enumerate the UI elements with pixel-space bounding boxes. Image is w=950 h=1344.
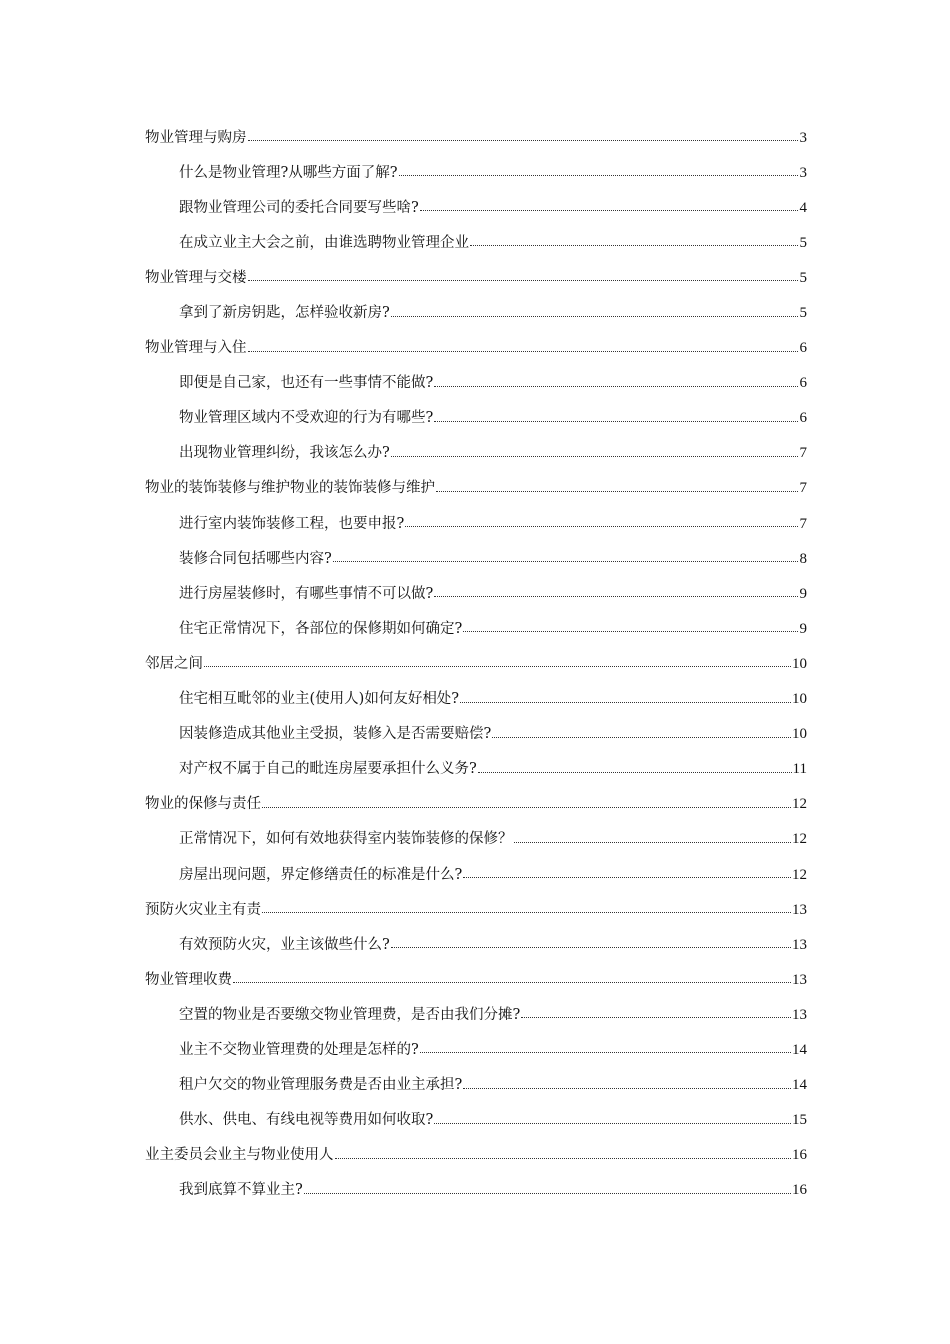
toc-entry-title: 物业的装饰装修与维护物业的装饰装修与维护 (145, 480, 435, 497)
toc-section-entry[interactable] (179, 857, 807, 892)
toc-dot-leader (204, 666, 791, 667)
toc-chapter-entry[interactable] (145, 892, 807, 927)
toc-section-entry[interactable] (179, 682, 807, 717)
toc-chapter-entry[interactable] (145, 1138, 807, 1173)
toc-page-number: 7 (799, 515, 807, 532)
toc-page-number: 9 (799, 620, 807, 637)
toc-page-number: 11 (792, 761, 807, 778)
toc-page-number: 10 (792, 726, 807, 743)
toc-section-entry[interactable] (179, 401, 807, 436)
toc-dot-leader (391, 316, 798, 317)
toc-page-number: 12 (792, 831, 807, 848)
toc-chapter-entry[interactable] (145, 962, 807, 997)
toc-page-number: 13 (792, 971, 807, 988)
toc-dot-leader (248, 280, 799, 281)
toc-entry-title: 房屋出现问题，界定修缮责任的标准是什么? (179, 866, 463, 883)
toc-entry-title: 有效预防火灾，业主该做些什么? (179, 936, 390, 953)
toc-page-number: 5 (799, 234, 807, 251)
toc-section-entry[interactable] (179, 717, 807, 752)
toc-entry-title: 拿到了新房钥匙，怎样验收新房? (179, 305, 390, 322)
toc-page-number: 10 (792, 655, 807, 672)
toc-section-entry[interactable] (179, 190, 807, 225)
toc-entry-title: 租户欠交的物业管理服务费是否由业主承担? (179, 1077, 463, 1094)
toc-section-entry[interactable] (179, 506, 807, 541)
toc-entry-title: 在成立业主大会之前，由谁选聘物业管理企业 (179, 234, 469, 251)
toc-dot-leader (248, 140, 799, 141)
toc-entry-title: 进行房屋装修时，有哪些事情不可以做? (179, 585, 434, 602)
toc-page-number: 14 (792, 1077, 807, 1094)
toc-entry-title: 什么是物业管理?从哪些方面了解? (179, 164, 398, 181)
toc-page-number: 13 (792, 936, 807, 953)
toc-dot-leader (436, 491, 798, 492)
toc-section-entry[interactable] (179, 155, 807, 190)
toc-page-number: 5 (799, 305, 807, 322)
toc-dot-leader (405, 526, 798, 527)
toc-entry-title: 物业的保修与责任 (145, 796, 261, 813)
toc-page-number: 6 (799, 340, 807, 357)
toc-chapter-entry[interactable] (145, 260, 807, 295)
toc-page-number: 6 (799, 410, 807, 427)
toc-chapter-entry[interactable] (145, 331, 807, 366)
toc-dot-leader (478, 772, 792, 773)
toc-dot-leader (304, 1193, 791, 1194)
toc-entry-title: 我到底算不算业主? (179, 1182, 303, 1199)
toc-chapter-entry[interactable] (145, 120, 807, 155)
toc-dot-leader (262, 912, 791, 913)
toc-dot-leader (514, 842, 792, 843)
toc-dot-leader (399, 175, 798, 176)
toc-section-entry[interactable] (179, 927, 807, 962)
toc-page-number: 3 (799, 129, 807, 146)
toc-entry-title: 进行室内装饰装修工程，也要申报? (179, 515, 405, 532)
toc-page-number: 6 (799, 375, 807, 392)
toc-dot-leader (335, 1158, 792, 1159)
toc-section-entry[interactable] (179, 225, 807, 260)
toc-section-entry[interactable] (179, 366, 807, 401)
toc-section-entry[interactable] (179, 1103, 807, 1138)
toc-section-entry[interactable] (179, 1173, 807, 1208)
toc-page-number: 3 (799, 164, 807, 181)
toc-section-entry[interactable] (179, 611, 807, 646)
toc-entry-title: 邻居之间 (145, 655, 203, 672)
toc-page-number: 10 (792, 691, 807, 708)
toc-section-entry[interactable] (179, 436, 807, 471)
toc-page-number: 12 (792, 796, 807, 813)
toc-dot-leader (521, 1017, 791, 1018)
toc-section-entry[interactable] (179, 997, 807, 1032)
toc-page-number: 8 (799, 550, 807, 567)
toc-entry-title: 出现物业管理纠纷，我该怎么办? (179, 445, 390, 462)
toc-entry-title: 供水、供电、有线电视等费用如何收取? (179, 1112, 434, 1129)
toc-dot-leader (420, 210, 798, 211)
toc-dot-leader (463, 1088, 791, 1089)
toc-entry-title: 业主委员会业主与物业使用人 (145, 1147, 334, 1164)
toc-entry-title: 住宅相互毗邻的业主(使用人)如何友好相处? (179, 691, 460, 708)
toc-entry-title: 物业管理收费 (145, 971, 232, 988)
toc-dot-leader (248, 351, 799, 352)
toc-page-number: 7 (799, 445, 807, 462)
toc-entry-title: 物业管理与交楼 (145, 269, 247, 286)
toc-dot-leader (420, 1052, 791, 1053)
toc-entry-title: 物业管理与购房 (145, 129, 247, 146)
toc-dot-leader (492, 737, 791, 738)
toc-page-number: 13 (792, 901, 807, 918)
toc-section-entry[interactable] (179, 822, 807, 857)
table-of-contents (0, 120, 950, 1208)
toc-section-entry[interactable] (179, 576, 807, 611)
toc-entry-title: 因装修造成其他业主受损，装修入是否需要赔偿? (179, 726, 492, 743)
toc-page-number: 16 (792, 1182, 807, 1199)
toc-page-number: 15 (792, 1112, 807, 1129)
toc-entry-title: 物业管理与入住 (145, 340, 247, 357)
toc-page-number: 4 (799, 199, 807, 216)
toc-page-number: 13 (792, 1006, 807, 1023)
toc-entry-title: 正常情况下，如何有效地获得室内装饰装修的保修？ (179, 831, 513, 848)
toc-page-number: 12 (792, 866, 807, 883)
toc-chapter-entry[interactable] (145, 646, 807, 681)
toc-dot-leader (333, 561, 798, 562)
toc-chapter-entry[interactable] (145, 471, 807, 506)
toc-dot-leader (233, 982, 791, 983)
toc-entry-title: 装修合同包括哪些内容? (179, 550, 332, 567)
toc-dot-leader (434, 386, 798, 387)
toc-entry-title: 空置的物业是否要缴交物业管理费，是否由我们分摊? (179, 1006, 521, 1023)
toc-section-entry[interactable] (179, 541, 807, 576)
toc-page-number: 9 (799, 585, 807, 602)
toc-dot-leader (463, 631, 798, 632)
toc-dot-leader (391, 456, 798, 457)
toc-section-entry[interactable] (179, 752, 807, 787)
toc-entry-title: 物业管理区域内不受欢迎的行为有哪些? (179, 410, 434, 427)
toc-entry-title: 跟物业管理公司的委托合同要写些啥? (179, 199, 419, 216)
toc-section-entry[interactable] (179, 1032, 807, 1067)
toc-dot-leader (460, 702, 791, 703)
toc-page-number: 5 (799, 269, 807, 286)
toc-dot-leader (434, 1123, 791, 1124)
toc-entry-title: 对产权不属于自己的毗连房屋要承担什么义务? (179, 761, 477, 778)
toc-page-number: 14 (792, 1041, 807, 1058)
toc-page-number: 7 (799, 480, 807, 497)
toc-dot-leader (391, 947, 791, 948)
toc-entry-title: 业主不交物业管理费的处理是怎样的? (179, 1041, 419, 1058)
toc-dot-leader (262, 807, 791, 808)
toc-page-number: 16 (792, 1147, 807, 1164)
toc-section-entry[interactable] (179, 295, 807, 330)
toc-dot-leader (463, 877, 791, 878)
toc-entry-title: 预防火灾业主有责 (145, 901, 261, 918)
toc-entry-title: 住宅正常情况下，各部位的保修期如何确定? (179, 620, 463, 637)
toc-section-entry[interactable] (179, 1068, 807, 1103)
toc-dot-leader (434, 421, 798, 422)
toc-chapter-entry[interactable] (145, 787, 807, 822)
toc-entry-title: 即便是自己家，也还有一些事情不能做? (179, 375, 434, 392)
toc-dot-leader (470, 245, 798, 246)
toc-dot-leader (434, 596, 798, 597)
